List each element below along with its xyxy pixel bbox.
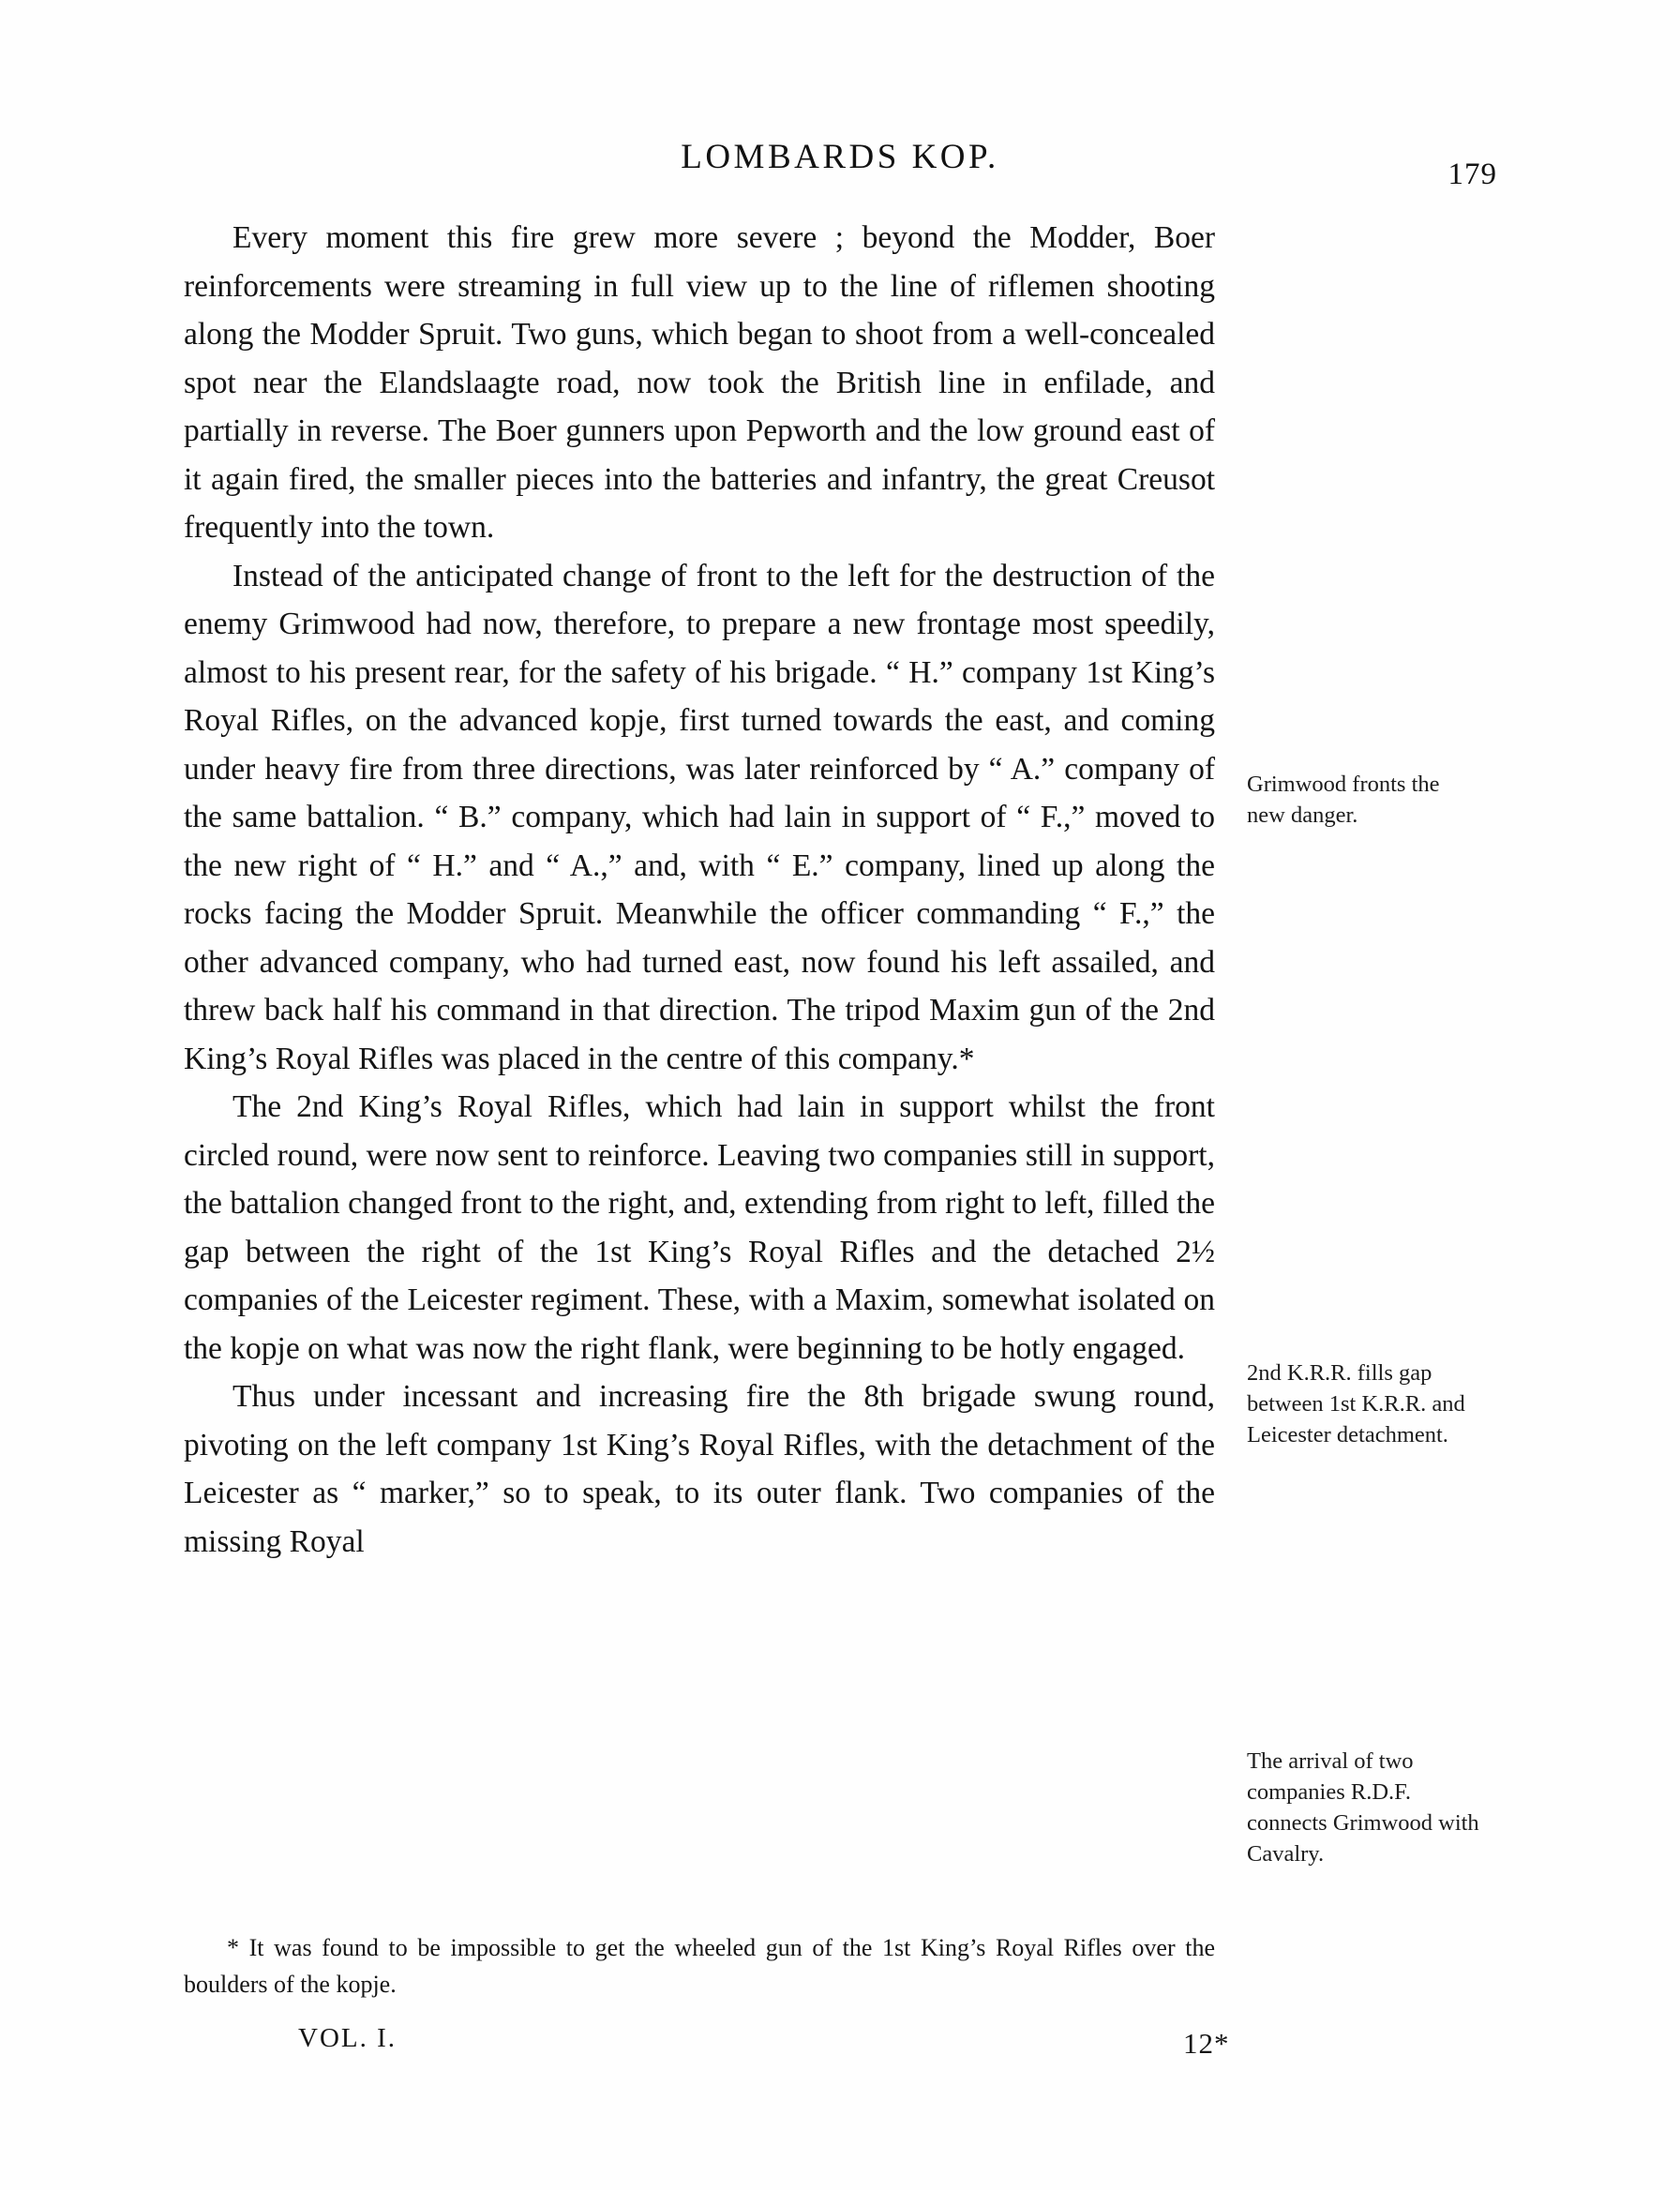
- signature-mark: 12*: [1183, 2027, 1230, 2060]
- paragraph-text: Instead of the anticipated change of front to the left for the destruction of the enemy Grimwood had now, therefore, to prepare a new frontage most speedily, almost to his present rear, for the safety of his brigade. “ H.” company 1st King’s Royal Rifles, on the advanced kopje, first turned towards the east, and coming under heavy fire from three directions, was later reinforced by “ A.” company of the same battalion. “ B.” company, which had lain in support of “ F.,” moved to the new right of “ H.” and “ A.,” and, with “ E.” company, lined up along the rocks facing the Modder Spruit. Meanwhile the officer commanding “ F.,” the other advanced company, who had turned east, now found his left assailed, and threw back half his command in that direction. The tripod Maxim gun of the 2nd King’s Royal Rifles was placed in the centre of this company.*: [184, 558, 1215, 1076]
- sidenote: 2nd K.R.R. fills gap between 1st K.R.R. and Leicester detachment.: [1247, 1360, 1465, 1448]
- paragraph: [184, 1083, 1215, 1372]
- volume-label: VOL. I.: [298, 2023, 398, 2053]
- paragraph: [184, 214, 1215, 552]
- paragraph: [184, 1372, 1215, 1566]
- paragraph-text: The 2nd King’s Royal Rifles, which had lain in support whilst the front circled round, were now sent to reinforce. Leaving two companies still in support, the battalion changed front to the right, and, extending from right to left, filled the gap between the right of the 1st King’s Royal Rifles and the detached 2½ companies of the Leicester regiment. These, with a Maxim, somewhat isolated on the kopje on what was now the right flank, were beginning to be hotly engaged.: [184, 1089, 1215, 1366]
- footnote-text: * It was found to be impossible to get the wheeled gun of the 1st King’s Royal Rifles over the boulders of the kopje.: [184, 1934, 1215, 1998]
- sidenote: Grimwood fronts the new danger.: [1247, 772, 1440, 828]
- paragraph-text: Every moment this fire grew more severe ; beyond the Modder, Boer reinforcements were streaming in full view up to the line of riflemen shooting along the Modder Spruit. Two guns, which began to shoot from a well-concealed spot near the Elandslaagte road, now took the British line in enfilade, and partially in reverse. The Boer gunners upon Pepworth and the low ground east of it again fired, the smaller pieces into the batteries and infantry, the great Creusot frequently into the town.: [184, 220, 1215, 545]
- page-number: 179: [1448, 158, 1497, 191]
- footnote: [184, 1929, 1215, 2002]
- text-column: [184, 214, 1215, 1566]
- running-head: LOMBARDS KOP.: [681, 138, 999, 176]
- paragraph: [184, 552, 1215, 1084]
- paragraph-text: Thus under incessant and increasing fire the 8th brigade swung round, pivoting on the left company 1st King’s Royal Rifles, with the detachment of the Leicester as “ marker,” so to speak, to its outer flank. Two companies of the missing Royal: [184, 1379, 1215, 1559]
- sidenote: The arrival of two companies R.D.F. connects Grimwood with Cavalry.: [1247, 1748, 1479, 1867]
